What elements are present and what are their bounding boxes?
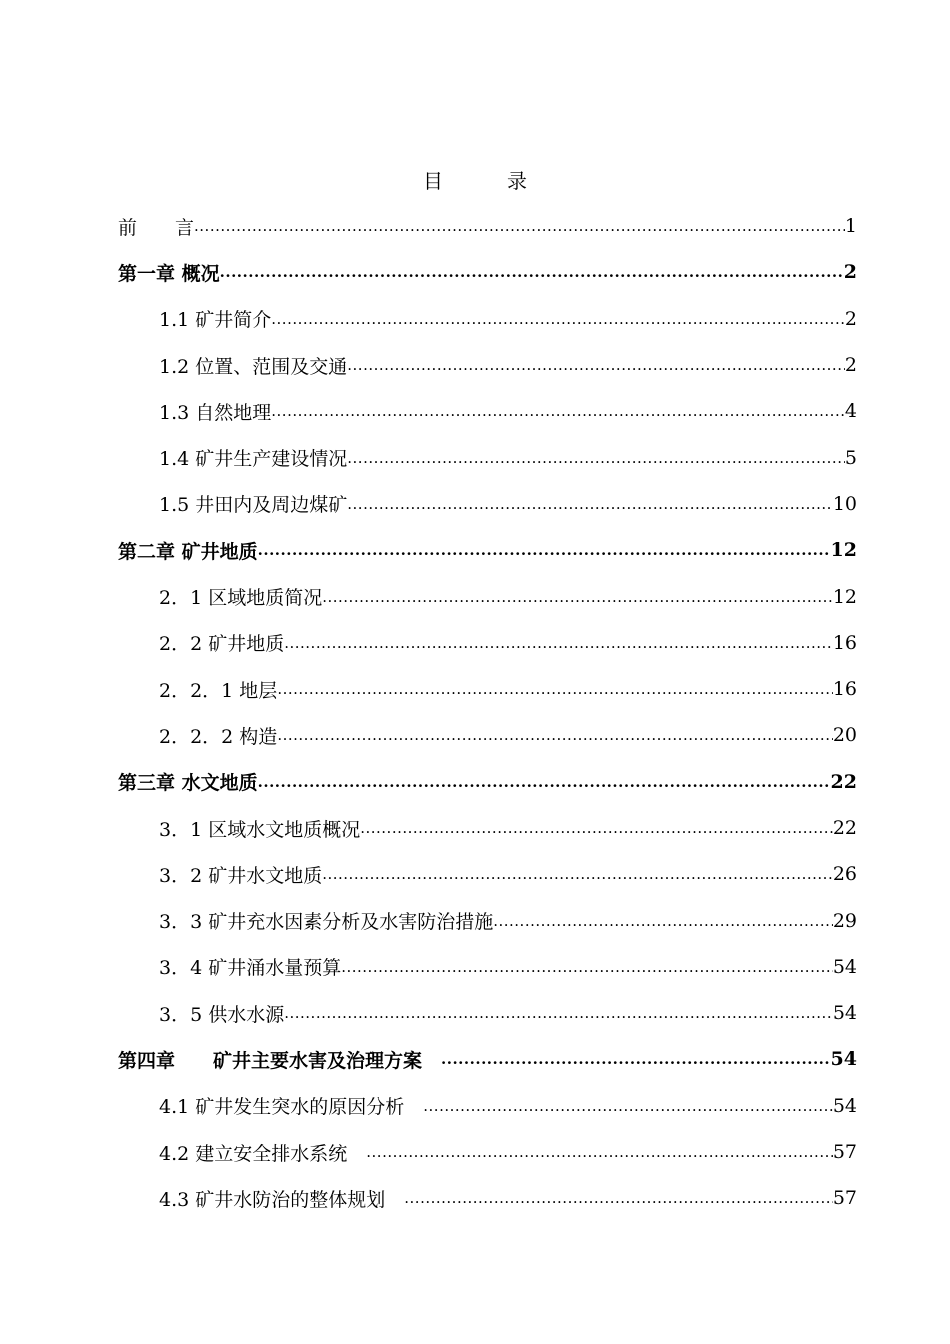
toc-entry-page-number: 22	[832, 817, 857, 839]
toc-dot-leader	[322, 863, 833, 885]
toc-dot-leader	[194, 215, 845, 237]
toc-entry-page-number: 57	[832, 1141, 857, 1164]
toc-entry-page-number: 57	[832, 1187, 857, 1210]
toc-entry-page-number: 54	[830, 1048, 857, 1071]
toc-entry-label: 第一章 概况	[118, 262, 220, 285]
toc-entry[interactable]	[118, 1129, 857, 1175]
toc-entry[interactable]	[118, 434, 857, 480]
toc-dot-leader	[258, 771, 831, 793]
toc-entry[interactable]	[118, 666, 857, 712]
toc-entry[interactable]	[118, 249, 857, 295]
toc-entry[interactable]	[118, 388, 857, 434]
toc-dot-leader	[404, 1187, 833, 1209]
toc-entry-label: 3．3 矿井充水因素分析及水害防治措施	[159, 911, 494, 934]
toc-entry-label: 2．2．1 地层	[159, 679, 278, 702]
toc-entry-label: 第三章 水文地质	[118, 772, 258, 795]
toc-entry-page-number: 54	[832, 1094, 857, 1117]
toc-entry[interactable]	[118, 897, 857, 943]
toc-entry-label: 第四章 矿井主要水害及治理方案	[118, 1049, 442, 1072]
toc-entry-label: 4.1 矿井发生突水的原因分析	[159, 1096, 424, 1119]
toc-dot-leader	[341, 956, 833, 978]
toc-entry-label: 3．5 供水水源	[159, 1003, 285, 1026]
toc-dot-leader	[441, 1048, 831, 1070]
toc-dot-leader	[277, 724, 833, 746]
toc-entry[interactable]	[118, 342, 857, 388]
toc-dot-leader	[322, 586, 833, 608]
toc-dot-leader	[360, 817, 833, 839]
table-of-contents	[118, 203, 857, 1222]
toc-entry-page-number: 12	[832, 585, 857, 608]
toc-entry-label: 前 言	[118, 216, 195, 239]
toc-entry-page-number: 20	[832, 724, 857, 747]
toc-entry-page-number: 10	[832, 492, 857, 515]
toc-entry-label: 2．2．2 构造	[159, 725, 278, 748]
toc-entry-label: 1.2 位置、范围及交通	[159, 355, 348, 378]
toc-entry-label: 2．2 矿井地质	[159, 633, 285, 656]
toc-entry[interactable]	[118, 527, 857, 573]
toc-entry-page-number: 2	[844, 354, 857, 377]
toc-entry-page-number: 54	[832, 955, 857, 978]
toc-entry-page-number: 12	[830, 539, 857, 562]
toc-entry[interactable]	[118, 990, 857, 1036]
toc-entry-label: 1.1 矿井简介	[159, 309, 272, 332]
toc-entry[interactable]	[118, 851, 857, 897]
toc-dot-leader	[220, 261, 844, 283]
toc-entry[interactable]	[118, 203, 857, 249]
toc-entry-label: 1.3 自然地理	[159, 401, 272, 424]
toc-dot-leader	[423, 1095, 833, 1117]
toc-dot-leader	[284, 632, 833, 654]
toc-entry-label: 3．2 矿井水文地质	[159, 864, 323, 887]
toc-entry[interactable]	[118, 481, 857, 527]
toc-entry-page-number: 1	[844, 215, 857, 238]
toc-entry-label: 2．1 区域地质简况	[159, 587, 323, 610]
toc-entry[interactable]	[118, 1083, 857, 1129]
toc-dot-leader	[271, 308, 845, 330]
toc-entry[interactable]	[118, 1036, 857, 1082]
toc-entry-page-number: 2	[843, 261, 857, 284]
toc-dot-leader	[277, 678, 833, 700]
toc-entry-page-number: 5	[844, 446, 857, 469]
toc-entry-label: 3．4 矿井涌水量预算	[159, 957, 342, 980]
toc-title: 目 录	[423, 169, 549, 193]
toc-entry-label: 1.4 矿井生产建设情况	[159, 448, 348, 471]
toc-entry-label: 4.2 建立安全排水系统	[159, 1142, 367, 1165]
toc-dot-leader	[366, 1141, 833, 1163]
toc-entry-label: 3．1 区域水文地质概况	[159, 818, 361, 841]
toc-dot-leader	[284, 1002, 833, 1024]
toc-entry-page-number: 26	[832, 863, 857, 886]
toc-entry-label: 1.5 井田内及周边煤矿	[159, 494, 348, 517]
toc-entry-page-number: 54	[832, 1002, 857, 1025]
toc-entry[interactable]	[118, 944, 857, 990]
toc-dot-leader	[347, 354, 845, 376]
toc-entry[interactable]	[118, 296, 857, 342]
toc-entry[interactable]	[118, 805, 857, 851]
toc-entry-label: 4.3 矿井水防治的整体规划	[159, 1188, 405, 1211]
toc-entry[interactable]	[118, 573, 857, 619]
toc-entry-page-number: 22	[830, 770, 857, 793]
toc-entry[interactable]	[118, 620, 857, 666]
toc-entry[interactable]	[118, 712, 857, 758]
toc-dot-leader	[258, 539, 831, 561]
toc-entry[interactable]	[118, 759, 857, 805]
toc-entry-page-number: 16	[832, 631, 857, 654]
toc-entry-page-number: 4	[844, 400, 857, 423]
toc-dot-leader	[493, 910, 833, 932]
toc-entry-page-number: 2	[844, 307, 857, 330]
toc-dot-leader	[271, 400, 845, 422]
toc-entry[interactable]	[118, 1175, 857, 1221]
toc-entry-page-number: 29	[832, 909, 857, 932]
toc-dot-leader	[347, 493, 833, 515]
toc-entry-label: 第二章 矿井地质	[118, 540, 258, 563]
toc-entry-page-number: 16	[832, 678, 857, 701]
toc-dot-leader	[347, 447, 845, 469]
